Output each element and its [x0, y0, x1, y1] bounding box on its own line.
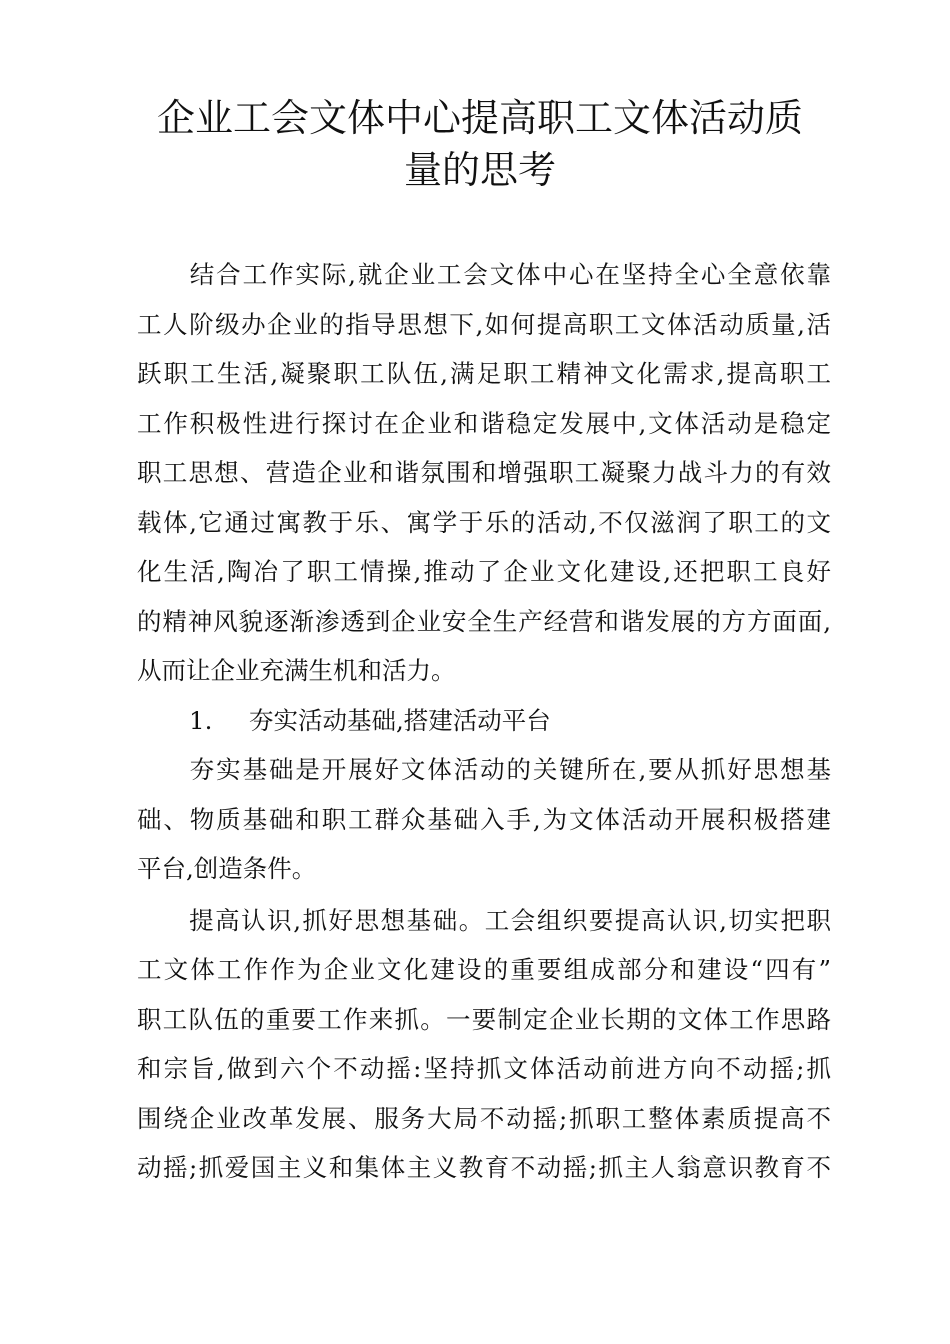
- text-line: 职工队伍的重要工作来抓。一要制定企业长期的文体工作思路: [137, 1004, 831, 1034]
- awareness-paragraph: [137, 896, 831, 1193]
- text-line: 从而让企业充满生机和活力。: [137, 656, 456, 685]
- text-line: 动摇;抓爱国主义和集体主义教育不动摇;抓主人翁意识教育不: [137, 1153, 831, 1182]
- title-line: 量的思考: [403, 148, 556, 192]
- text-line: 跃职工生活,凝聚职工队伍,满足职工精神文化需求,提高职工: [137, 359, 831, 388]
- text-line: 职工思想、营造企业和谐氛围和增强职工凝聚力战斗力的有效: [137, 458, 831, 487]
- intro-paragraph: [137, 250, 831, 696]
- section-number: 1.: [189, 705, 213, 735]
- document-body: [137, 250, 831, 1193]
- text-line: 提高认识,抓好思想基础。工会组织要提高认识,切实把职: [137, 905, 831, 935]
- foundation-paragraph: [137, 745, 831, 894]
- text-line: 平台,创造条件。: [137, 854, 317, 883]
- text-line: 和宗旨,做到六个不动摇:坚持抓文体活动前进方向不动摇;抓: [137, 1054, 831, 1083]
- text-line: 结合工作实际,就企业工会文体中心在坚持全心全意依靠: [137, 260, 831, 289]
- text-line: 工人阶级办企业的指导思想下,如何提高职工文体活动质量,活: [137, 309, 831, 339]
- text-line: 的精神风貌逐渐渗透到企业安全生产经营和谐发展的方方面面,: [137, 606, 831, 636]
- text-line: 工作积极性进行探讨在企业和谐稳定发展中,文体活动是稳定: [137, 408, 831, 438]
- text-line: 载体,它通过寓教于乐、寓学于乐的活动,不仅滋润了职工的文: [137, 507, 831, 537]
- text-line: 夯实基础是开展好文体活动的关键所在,要从抓好思想基: [137, 755, 831, 784]
- text-line: 围绕企业改革发展、服务大局不动摇;抓职工整体素质提高不: [137, 1103, 831, 1133]
- section-heading: [137, 696, 831, 746]
- title-line: 企业工会文体中心提高职工文体活动质: [156, 96, 803, 140]
- section-heading-text: 夯实活动基础,搭建活动平台: [249, 705, 551, 735]
- document-title: [135, 92, 825, 196]
- text-line: 化生活,陶冶了职工情操,推动了企业文化建设,还把职工良好: [137, 557, 831, 586]
- text-line: 础、物质基础和职工群众基础入手,为文体活动开展积极搭建: [137, 804, 831, 834]
- text-line: 工文体工作作为企业文化建设的重要组成部分和建设“四有”: [137, 955, 831, 984]
